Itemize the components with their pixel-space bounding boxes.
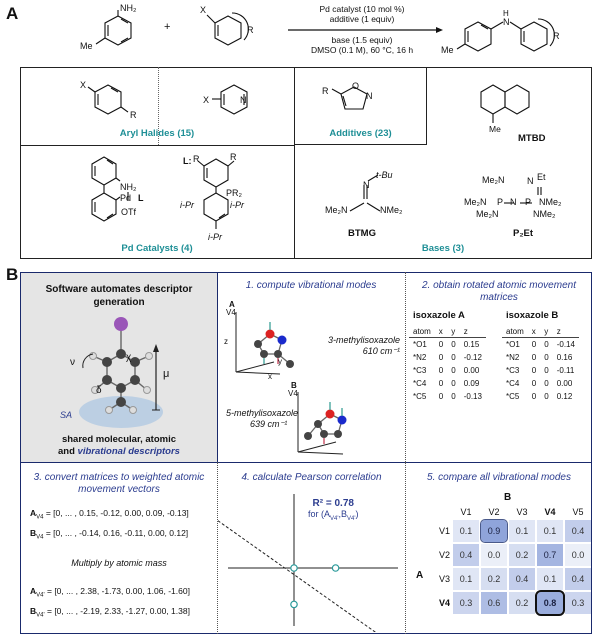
p2et-me2n-1: Me₂N <box>482 175 505 185</box>
heatmap-cell: 0.0 <box>481 544 507 566</box>
pd-catalysts-label: Pd Catalysts (4) <box>121 243 193 254</box>
heatmap-cell: 0.1 <box>453 568 479 590</box>
aryl-halide-structure <box>207 13 248 45</box>
mol-a-caption: 3-methylisoxazole 610 cm⁻¹ <box>327 335 400 356</box>
iso-a-table: atom x y z *O1 0 0 0.15 *N2 0 0 -0.12 *C3 0 0 0.00 *C4 0 0 0.09 *C5 0 0 -0.13 <box>409 326 486 403</box>
heatmap-cell: 0.1 <box>537 520 563 542</box>
aryl-x: X <box>80 80 87 90</box>
toluidine-structure <box>96 10 131 45</box>
chi-label: χ <box>126 352 132 363</box>
step4-title: 4. calculate Pearson correlation <box>241 472 382 483</box>
axis-b-label: B <box>291 381 297 390</box>
btmg-n: N <box>363 180 370 190</box>
heatmap-cell: 0.8 <box>537 592 563 614</box>
ligand-ipr-left: i-Pr <box>180 200 194 210</box>
heatmap-cell: 0.3 <box>453 592 479 614</box>
p2et-me2n-2: Me₂N <box>464 197 487 207</box>
heatmap-col-header: V5 <box>572 507 584 517</box>
reagent1-me: Me <box>80 41 93 51</box>
heatmap-cell: 0.4 <box>509 568 535 590</box>
heatmap-col-header: V4 <box>544 507 556 517</box>
heatmap-cell: 0.3 <box>565 592 591 614</box>
aryl-r: R <box>130 110 137 120</box>
ligand-label: L: <box>183 156 192 166</box>
p2et-nme2-2: NMe₂ <box>533 209 556 219</box>
delta-label: δ <box>96 385 102 396</box>
axis-z1: z <box>224 337 228 346</box>
step3-title: 3. convert matrices to weighted atomic movement vectors <box>33 472 205 495</box>
panel-b-label: B <box>6 265 19 284</box>
heatmap-cell: 0.2 <box>509 592 535 614</box>
heatmap-cell: 0.7 <box>537 544 563 566</box>
btmg-nme2: NMe₂ <box>380 205 403 215</box>
p2et-label: P₂Et <box>513 228 534 239</box>
heatmap-cell: 0.1 <box>537 568 563 590</box>
ligand-pr2: PR₂ <box>226 188 242 198</box>
table-row: *C3 0 0 0.00 <box>413 366 480 375</box>
vector-a-weighted: $A_{V4'} = [0$, ... , 2.38, -1.73, 0.00, 1.06, -1.60] <box>30 586 190 599</box>
axis-b-v4-label: V4 <box>288 389 298 398</box>
heatmap-cell: 0.4 <box>453 544 479 566</box>
heatmap-cell: 0.6 <box>481 592 507 614</box>
heatmap-cell: 0.9 <box>481 520 507 542</box>
scatter-point <box>332 565 338 571</box>
table-row: *C3 0 0 -0.11 <box>506 366 575 375</box>
isoxazole-o: O <box>352 81 360 91</box>
vector-b-weighted: $B_{V4'} = [0$, ... , -2.19, 2.33, -1.27, 0.00, 1.38] <box>30 606 190 619</box>
pd-nh2: NH₂ <box>120 182 137 192</box>
heatmap-row-header: V2 <box>439 550 451 560</box>
ligand-r: R <box>230 152 237 162</box>
btmg-me2n: Me₂N <box>325 205 348 215</box>
table-row: *N2 0 0 -0.12 <box>413 353 482 362</box>
iso-a-title: isoxazole A <box>413 310 465 321</box>
heatmap-row-header: V3 <box>439 574 451 584</box>
axis-v4-label: V4 <box>226 308 236 317</box>
aryl-halides-label: Aryl Halides (15) <box>119 128 195 139</box>
heatmap-cell: 0.2 <box>509 544 535 566</box>
step5-title: 5. compare all vibrational modes <box>427 472 571 483</box>
plus-sign: + <box>164 21 171 33</box>
scatter-point <box>291 601 297 607</box>
p2et-p2: P <box>525 197 532 207</box>
heatmap-row-header: V4 <box>439 598 451 608</box>
vector-a: $A_{V4} = [0$, ... , 0.15, -0.12, 0.00, 0.09, -0.13] <box>30 508 189 521</box>
heatmap-col-axis: B <box>504 492 512 503</box>
heatmap-col-header: V3 <box>516 507 528 517</box>
heatmap <box>436 504 593 616</box>
table-row: *C4 0 0 0.00 <box>506 379 573 388</box>
table-row: *O1 0 0 -0.14 <box>506 340 575 349</box>
p2et-p1: P <box>497 197 504 207</box>
mtbd-label: MTBD <box>518 133 546 144</box>
vector-b: $B_{V4} = [0$, ... , -0.14, 0.16, -0.11, 0.00, 0.12] <box>30 528 189 541</box>
regression-line <box>218 512 388 632</box>
heatmap-cell: 0.1 <box>509 520 535 542</box>
heatmap-row <box>438 592 591 614</box>
nu-label: ν <box>70 357 75 368</box>
mol-b-caption: 5-methylisoxazole 639 cm⁻¹ <box>226 408 299 429</box>
reagent1-nh2: NH₂ <box>120 3 137 13</box>
product-r: R <box>553 31 560 41</box>
isoxazole-n: N <box>366 91 373 101</box>
heatmap-cell: 0.1 <box>453 520 479 542</box>
heatmap-row-header: V1 <box>439 526 451 536</box>
axis-y1: y <box>278 357 282 366</box>
iso-b-title: isoxazole B <box>506 310 559 321</box>
step2-title: 2. obtain rotated atomic movement matrices <box>422 280 576 303</box>
pd-catalyst-structure <box>20 145 294 259</box>
btmg-label: BTMG <box>348 228 376 239</box>
p2et-n-top: N <box>527 176 534 186</box>
vibrational-modes-illustration <box>218 292 404 460</box>
p2et-me2n-3: Me₂N <box>476 209 499 219</box>
p2et-et: Et <box>537 172 546 182</box>
heatmap-row <box>438 520 591 542</box>
software-title: Software automates descriptor generation <box>45 284 193 308</box>
conditions-top: Pd catalyst (10 mol %) additive (1 equiv) <box>319 4 405 24</box>
additives-label: Additives (23) <box>329 128 392 139</box>
table-row: *C4 0 0 0.09 <box>413 379 480 388</box>
heatmap-row <box>438 544 591 566</box>
pd-otf: OTf <box>121 207 136 217</box>
pearson-annotation: R² = 0.78 for $(A_{V4'},B_{V4'})$ <box>308 498 359 522</box>
table-row: *C5 0 0 0.12 <box>506 392 573 401</box>
sa-label: SA <box>60 410 73 420</box>
software-subtitle: shared molecular, atomic and vibrational descriptors <box>58 434 180 457</box>
ligand-ipr-bottom: i-Pr <box>208 232 222 242</box>
table-row: *N2 0 0 0.16 <box>506 353 573 362</box>
product-h: H <box>503 9 509 18</box>
molecule-illustration <box>21 310 217 432</box>
isoxazole-r: R <box>322 86 329 96</box>
pd-pd: Pd <box>120 193 132 203</box>
conditions-bottom: base (1.5 equiv) DMSO (0.1 M), 60 °C, 16 h <box>310 35 414 55</box>
heatmap-row <box>438 568 591 590</box>
mu-label: μ <box>163 368 170 380</box>
product-n: N <box>503 17 510 27</box>
table-row: *O1 0 0 0.15 <box>413 340 480 349</box>
scatter-point <box>291 565 297 571</box>
pyridyl-x: X <box>203 95 210 105</box>
p2et-n-mid: N <box>510 197 517 207</box>
reagent2-r: R <box>247 25 254 35</box>
bases-label: Bases (3) <box>421 243 465 254</box>
heatmap-cell: 0.4 <box>565 568 591 590</box>
iso-b-table: atom x y z *O1 0 0 -0.14 *N2 0 0 0.16 *C3 0 0 -0.11 *C4 0 0 0.00 *C5 0 0 0.12 <box>502 326 579 403</box>
mtbd-me: Me <box>489 124 501 134</box>
axis-x1: x <box>268 372 272 381</box>
multiply-note: Multiply by atomic mass <box>71 558 167 568</box>
pyridyl-n: N <box>240 95 247 105</box>
reagent2-x: X <box>200 5 207 15</box>
table-row: *C5 0 0 -0.13 <box>413 392 482 401</box>
panel-a-label: A <box>6 4 19 23</box>
ligand-r2: R <box>193 154 200 164</box>
step1-title: 1. compute vibrational modes <box>245 280 377 291</box>
btmg-tbu: t-Bu <box>376 170 393 180</box>
axis-a-label: A <box>229 300 235 309</box>
pd-l: L <box>138 193 144 203</box>
heatmap-col-header: V2 <box>488 507 500 517</box>
heatmap-cell: 0.2 <box>481 568 507 590</box>
heatmap-cell: 0.4 <box>565 520 591 542</box>
heatmap-col-header: V1 <box>460 507 472 517</box>
p2et-nme2-1: NMe₂ <box>539 197 562 207</box>
product-me: Me <box>441 45 454 55</box>
heatmap-cell: 0.0 <box>565 544 591 566</box>
heatmap-row-axis: A <box>416 570 424 581</box>
mtbd-structure <box>427 67 592 145</box>
ligand-ipr-right: i-Pr <box>230 200 244 210</box>
